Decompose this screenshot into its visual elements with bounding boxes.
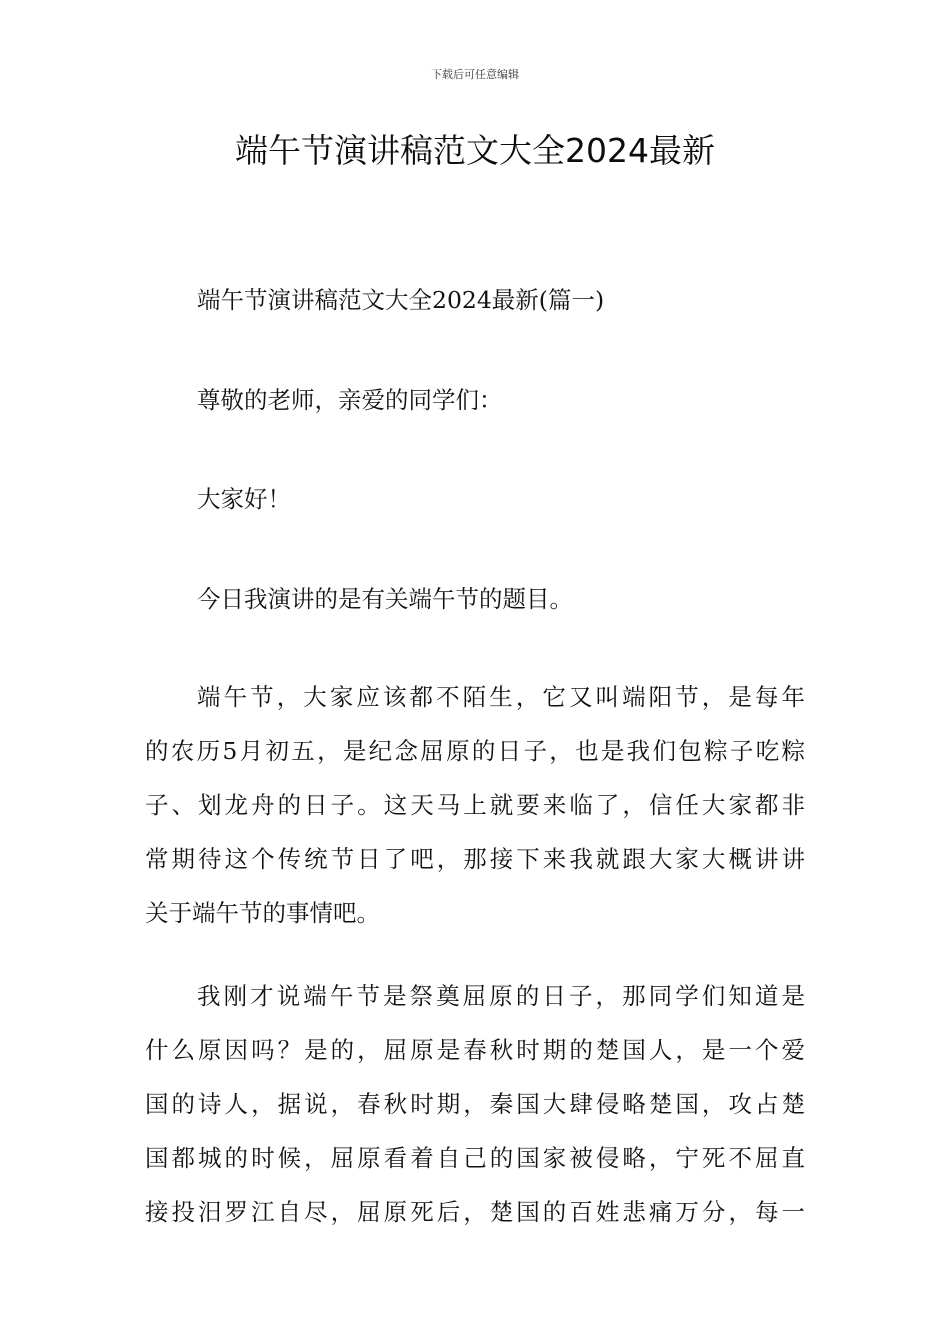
- salutation: [145, 373, 805, 427]
- paragraph-line: 今日我演讲的是有关端午节的题目。: [197, 585, 573, 613]
- paragraph-line: 端午节，大家应该都不陌生，它又叫端阳节，是每年: [197, 683, 805, 711]
- paragraph-line: 的农历5月初五，是纪念屈原的日子，也是我们包粽子吃粽: [145, 737, 805, 765]
- paragraph-line: 常期待这个传统节日了吧，那接下来我就跟大家大概讲讲: [145, 845, 805, 873]
- topic-sentence: [145, 572, 805, 626]
- paragraph-line: 关于端午节的事情吧。: [145, 899, 380, 927]
- paragraph-line: 我刚才说端午节是祭奠屈原的日子，那同学们知道是: [197, 982, 805, 1010]
- body-paragraph: [145, 670, 805, 940]
- header-note: 下载后可任意编辑: [431, 68, 519, 81]
- paragraph-line: 接投汨罗江自尽，屈原死后，楚国的百姓悲痛万分，每一: [145, 1198, 805, 1226]
- document-title: 端午节演讲稿范文大全2024最新: [235, 131, 715, 170]
- paragraph-line: 子、划龙舟的日子。这天马上就要来临了，信任大家都非: [145, 791, 805, 819]
- body-paragraph: [145, 969, 805, 1239]
- paragraph-line: 什么原因吗？是的，屈原是春秋时期的楚国人，是一个爱: [145, 1036, 805, 1064]
- paragraph-line: 国的诗人，据说，春秋时期，秦国大肆侵略楚国，攻占楚: [145, 1090, 805, 1118]
- paragraph-line: 尊敬的老师，亲爱的同学们：: [197, 386, 503, 414]
- section-heading: [145, 273, 805, 327]
- paragraph-line: 端午节演讲稿范文大全2024最新(篇一): [197, 286, 605, 314]
- paragraph-line: 大家好！: [197, 485, 291, 513]
- greeting: [145, 472, 805, 526]
- paragraph-line: 国都城的时候，屈原看着自己的国家被侵略，宁死不屈直: [145, 1144, 805, 1172]
